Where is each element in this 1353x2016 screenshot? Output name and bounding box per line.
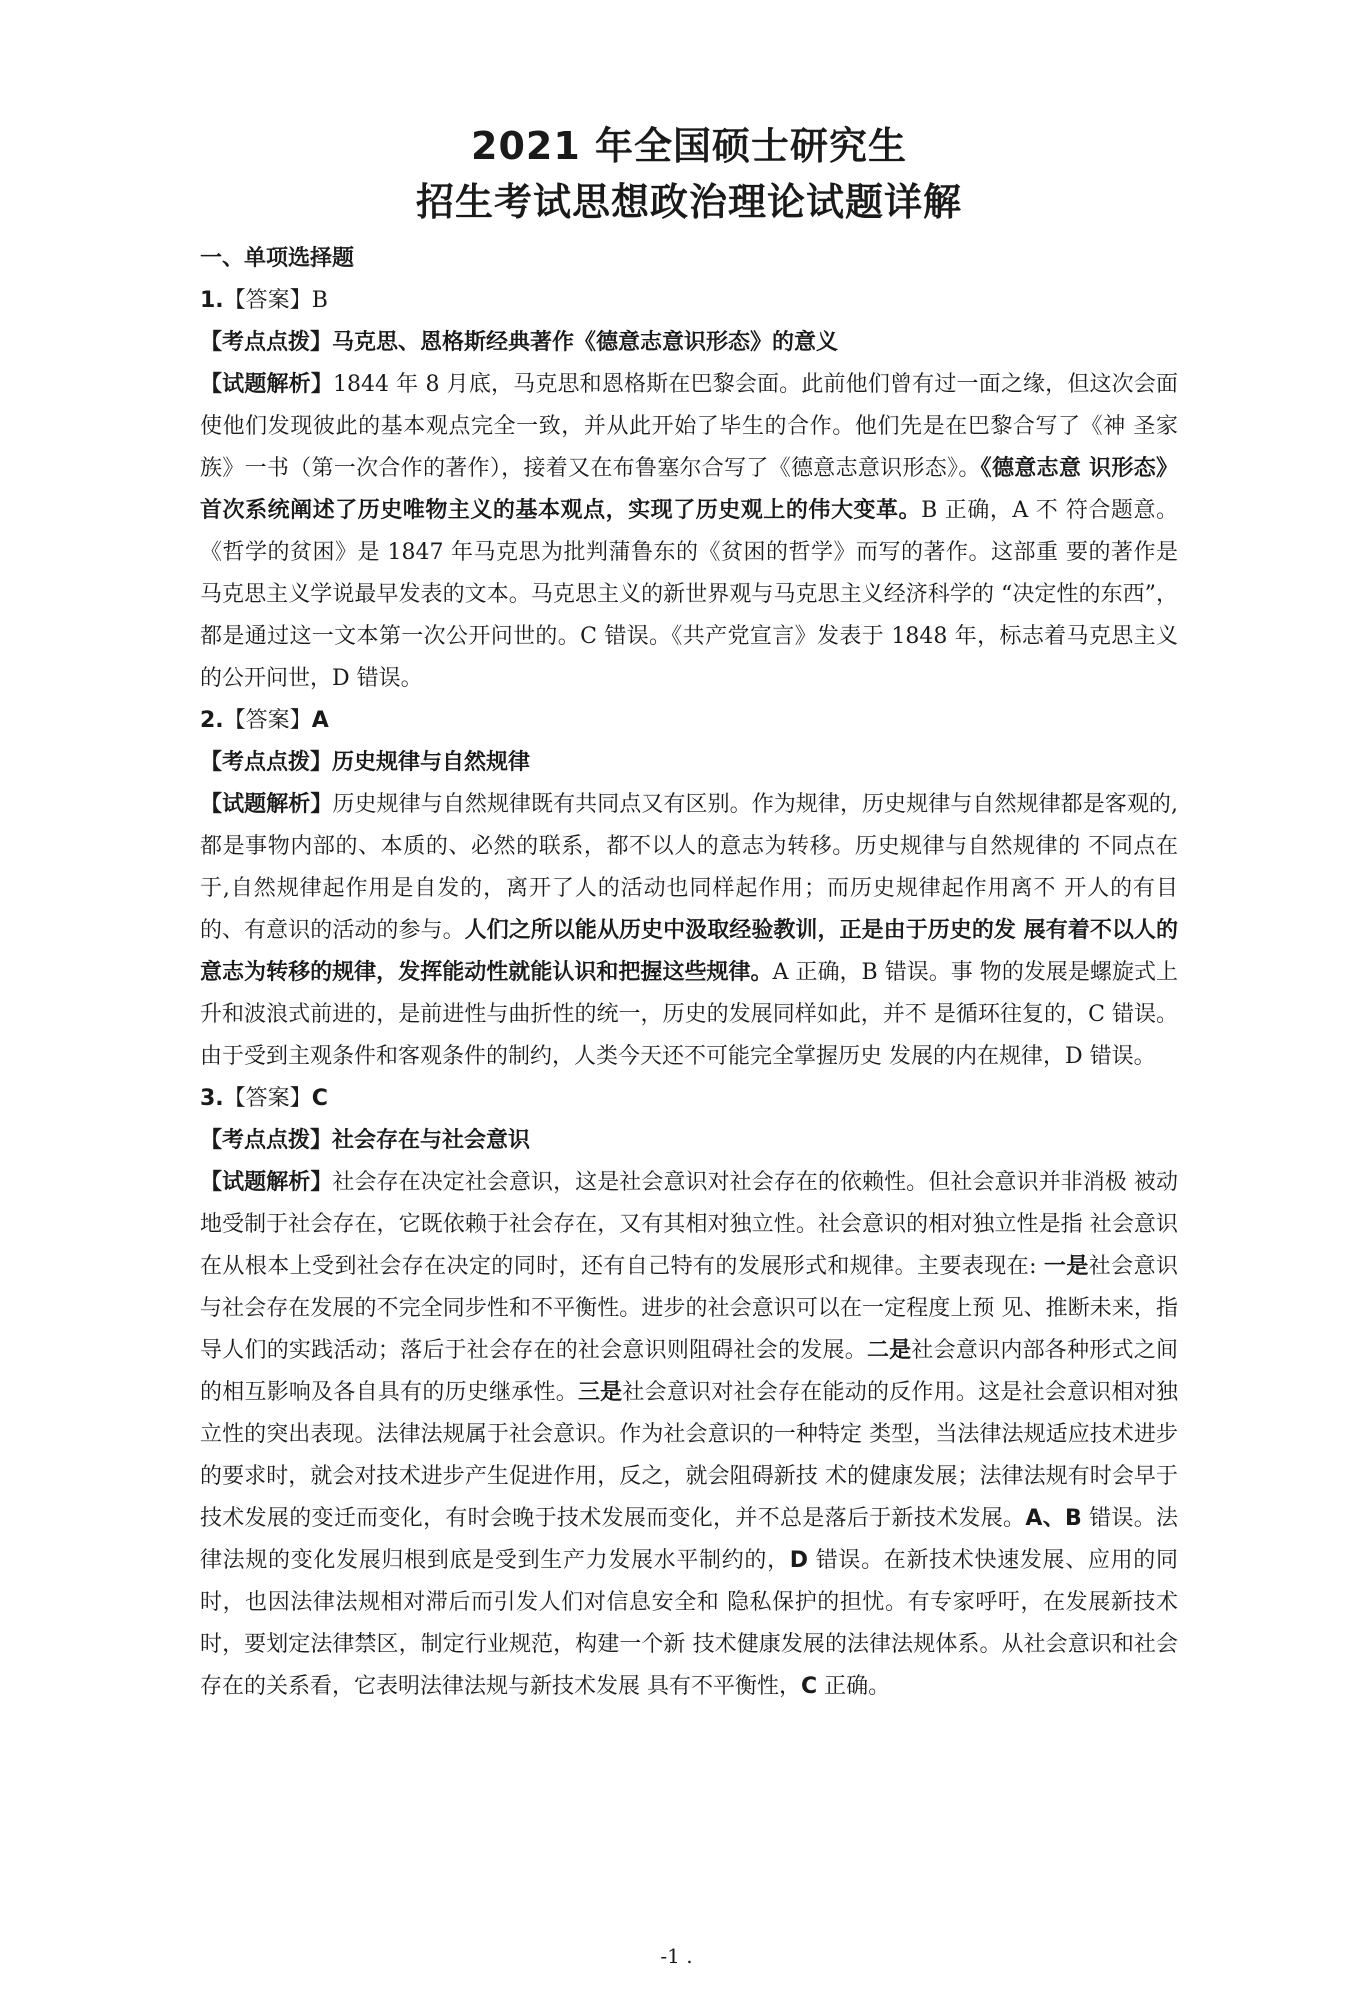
q3-answer: C bbox=[311, 1086, 328, 1111]
q3-analysis-bold1: 一是 bbox=[1043, 1254, 1089, 1279]
q2-answer-line bbox=[200, 700, 1178, 742]
analysis-tag: 【试题解析】 bbox=[200, 792, 333, 817]
q1-answer-line bbox=[200, 280, 1178, 322]
answer-tag: 【答案】 bbox=[223, 708, 312, 733]
document-title-line2: 招生考试思想政治理论试题详解 bbox=[415, 180, 962, 224]
q3-analysis-part7: 正确。 bbox=[817, 1674, 891, 1699]
focus-tag: 【考点点拨】 bbox=[200, 750, 333, 775]
q3-analysis-part6: 错误。在新技术快速发展、应用的同时，也因法律法规相对滞后而引发人们对信息安全和 隐私保护的担忧。有专家呼吁，在发展新技术时，要划定法律禁区，制定行业规范，构建一个新 技术健康发展的法律法规体系。从社会意识和社会存在的关系看，它表明法律法规与新技术发展 具有不平衡性， bbox=[200, 1548, 1178, 1699]
q2-focus-line bbox=[200, 742, 1178, 784]
analysis-tag: 【试题解析】 bbox=[200, 372, 334, 397]
q3-analysis-bold4: A、B bbox=[1025, 1506, 1082, 1531]
q3-analysis-part5: 错误。法律法规的变化发展归根到底是受到生产力发展水平制约的， bbox=[200, 1506, 1179, 1573]
q2-analysis-part1: 历史规律与自然规律既有共同点又有区别。作为规律，历史规律与自然规律都是客观的, 都是事物内部的、本质的、必然的联系，都不以人的意志为转移。历史规律与自然规律的 不同点在于,自然规律起作用是自发的，离开了人的活动也同样起作用；而历史规律起作用离不 开人的有目的、有意识的活动的参与。 bbox=[200, 792, 1178, 943]
analysis-tag: 【试题解析】 bbox=[200, 1170, 333, 1195]
q3-analysis-bold2: 二是 bbox=[866, 1338, 912, 1363]
section-heading: 一、单项选择题 bbox=[200, 246, 355, 271]
q3-number: 3. bbox=[200, 1086, 224, 1111]
q1-analysis-bold1: 《德意志意 识形态》首次系统阐述了历史唯物主义的基本观点，实现了历史观上的伟大变革。 bbox=[200, 456, 1178, 523]
document-title-line1: 2021 年全国硕士研究生 bbox=[471, 124, 907, 168]
q2-answer: A bbox=[311, 708, 329, 733]
q2-number: 2. bbox=[200, 708, 224, 733]
q2-focus: 历史规律与自然规律 bbox=[332, 750, 531, 775]
q3-analysis bbox=[200, 1162, 1178, 1708]
q2-analysis-bold1: 人们之所以能从历史中汲取经验教训，正是由于历史的发 展有着不以人的意志为转移的规律，发挥能动性就能认识和把握这些规律。 bbox=[200, 918, 1178, 985]
focus-tag: 【考点点拨】 bbox=[200, 1128, 333, 1153]
q3-analysis-bold3: 三是 bbox=[577, 1380, 623, 1405]
q3-analysis-part2: 社会意识与社会存在发展的不完全同步性和不平衡性。进步的社会意识可以在一定程度上预 见、推断未来，指导人们的实践活动；落后于社会存在的社会意识则阻碍社会的发展。 bbox=[200, 1254, 1178, 1363]
q3-analysis-bold5: D bbox=[789, 1548, 809, 1573]
answer-tag: 【答案】 bbox=[223, 288, 312, 313]
page-number: -1 . bbox=[660, 1944, 693, 1968]
q1-focus-line bbox=[200, 322, 1178, 364]
q3-analysis-bold6: C bbox=[801, 1674, 818, 1699]
q3-focus: 社会存在与社会意识 bbox=[332, 1128, 531, 1153]
q3-analysis-part1: 社会存在决定社会意识，这是社会意识对社会存在的依赖性。但社会意识并非消极 被动地受制于社会存在，它既依赖于社会存在，又有其相对独立性。社会意识的相对独立性是指 社会意识在从根本上受到社会存在决定的同时，还有自己特有的发展形式和规律。主要表现在: bbox=[200, 1170, 1178, 1279]
focus-tag: 【考点点拨】 bbox=[200, 330, 333, 355]
q3-analysis-part3: 社会意识内部各种形式之间的相互影响及各自具有的历史继承性。 bbox=[200, 1338, 1178, 1405]
q1-focus: 马克思、恩格斯经典著作《德意志意识形态》的意义 bbox=[332, 330, 839, 355]
q2-analysis bbox=[200, 784, 1178, 1078]
q3-focus-line bbox=[200, 1120, 1178, 1162]
q2-analysis-part2: A 正确，B 错误。事 物的发展是螺旋式上升和波浪式前进的，是前进性与曲折性的统一，历史的发展同样如此，并不 是循环往复的，C 错误。由于受到主观条件和客观条件的制约，人类今天还不可能完全掌握历史 发展的内在规律，D 错误。 bbox=[200, 960, 1178, 1069]
answer-tag: 【答案】 bbox=[223, 1086, 312, 1111]
q1-analysis-part1: 1844 年 8 月底，马克思和恩格斯在巴黎会面。此前他们曾有过一面之缘，但这次会面使他们发现彼此的基本观点完全一致，并从此开始了毕生的合作。他们先是在巴黎合写了《神 圣家族》一书（第一次合作的著作），接着又在布鲁塞尔合写了《德意志意识形态》。 bbox=[200, 372, 1178, 481]
q1-answer: B bbox=[311, 288, 328, 313]
q3-answer-line bbox=[200, 1078, 1178, 1120]
q1-number: 1. bbox=[200, 288, 224, 313]
q3-analysis-part4: 社会意识对社会存在能动的反作用。这是社会意识相对独立性的突出表现。法律法规属于社会意识。作为社会意识的一种特定 类型，当法律法规适应技术进步的要求时，就会对技术进步产生促进作用，反之，就会阻碍新技 术的健康发展；法律法规有时会早于技术发展的变迁而变化，有时会晚于技术发展而变化，并不总是落后于新技术发展。 bbox=[200, 1380, 1178, 1531]
q1-analysis-part2: B 正确，A 不 符合题意。《哲学的贫困》是 1847 年马克思为批判蒲鲁东的《贫困的哲学》而写的著作。这部重 要的著作是马克思主义学说最早发表的文本。马克思主义的新世界观与马克思主义经济科学的 “决定性的东西”，都是通过这一文本第一次公开问世的。C 错误。《共产党宣言》发表于 1848 年，标志着马克思主义的公开问世，D 错误。 bbox=[200, 498, 1178, 691]
q1-analysis bbox=[200, 364, 1178, 700]
